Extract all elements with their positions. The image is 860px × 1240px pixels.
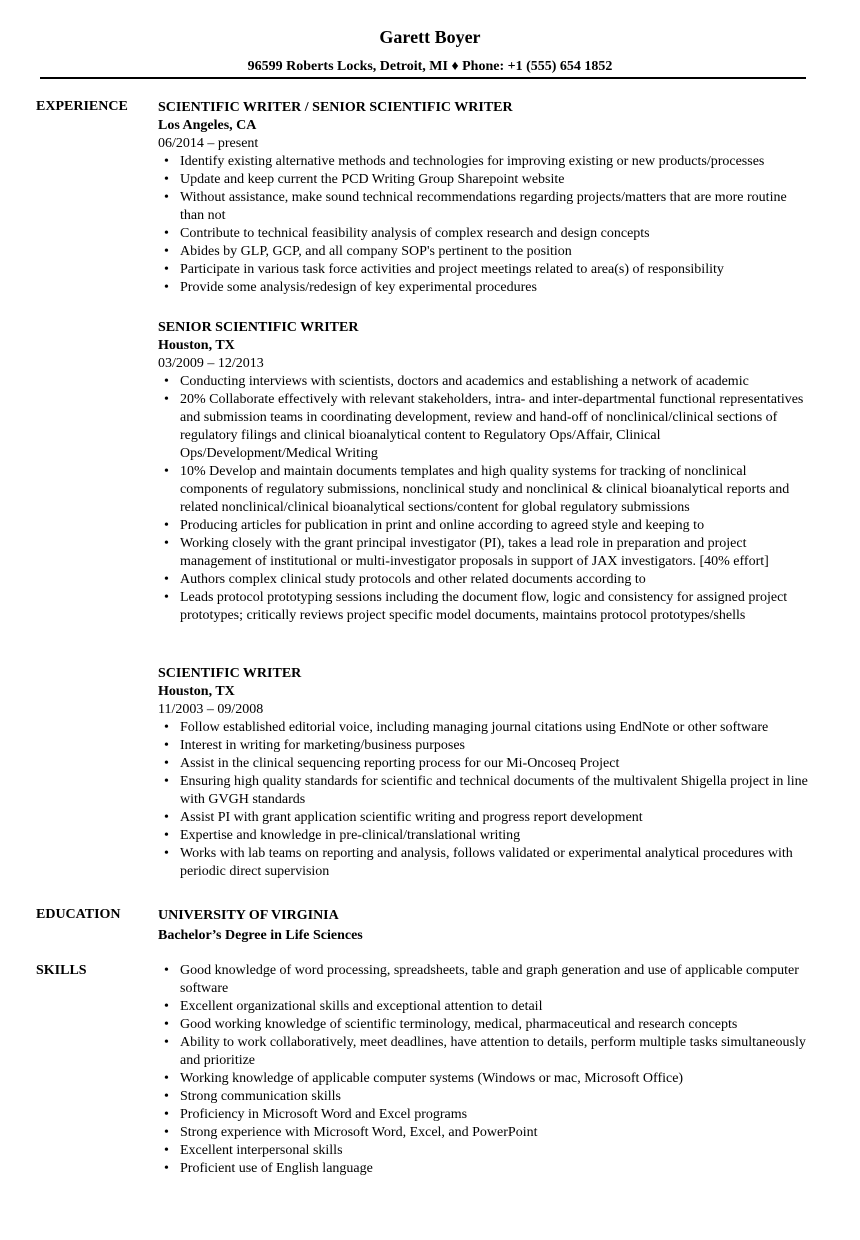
- job-entry-2: [158, 319, 808, 625]
- list-item: • Ensuring high quality standards for scientific and technical documents of the multivalent Shigella project in line with GVGH standards: [158, 773, 808, 809]
- list-item: • Works with lab teams on reporting and analysis, follows validated or experimental analytical procedures with periodic direct supervision: [158, 845, 808, 881]
- resume-name: Garett Boyer: [379, 27, 481, 47]
- list-item: • Interest in writing for marketing/business purposes: [158, 737, 808, 755]
- job-title: SCIENTIFIC WRITER: [158, 666, 302, 681]
- list-item: • Proficient use of English language: [158, 1160, 808, 1178]
- list-item: • Proficiency in Microsoft Word and Excel programs: [158, 1106, 808, 1124]
- job-title: SCIENTIFIC WRITER / SENIOR SCIENTIFIC WRITER: [158, 100, 513, 115]
- job-bullets: [158, 719, 808, 881]
- list-item: • Producing articles for publication in print and online according to agreed style and keeping to: [158, 517, 808, 535]
- list-item: • Strong experience with Microsoft Word, Excel, and PowerPoint: [158, 1124, 808, 1142]
- list-item: • Working knowledge of applicable computer systems (Windows or mac, Microsoft Office): [158, 1070, 808, 1088]
- section-label-experience: EXPERIENCE: [36, 99, 128, 114]
- list-item: • Working closely with the grant principal investigator (PI), takes a lead role in preparation and project management of institutional or multi-investigator proposals in support of JAX investigators. [40% effort]: [158, 535, 808, 571]
- list-item: • Identify existing alternative methods and technologies for improving existing or new products/processes: [158, 153, 808, 171]
- list-item: • Good knowledge of word processing, spreadsheets, table and graph generation and use of applicable computer software: [158, 962, 808, 998]
- job-entry-1: [158, 99, 808, 297]
- list-item: • Conducting interviews with scientists, doctors and academics and establishing a network of academic: [158, 373, 808, 391]
- list-item: • Participate in various task force activities and project meetings related to area(s) of responsibility: [158, 261, 808, 279]
- list-item: • Strong communication skills: [158, 1088, 808, 1106]
- list-item: • 20% Collaborate effectively with relevant stakeholders, intra- and inter-departmental functional representatives and submission teams in coordinating development, review and hand-off of nonclinical/clinical sections of regulatory filings and clinical bioanalytical content to Regulatory Ops/Affair, Clinical Ops/Development/Medical Writing: [158, 391, 808, 463]
- section-label-skills: SKILLS: [36, 963, 87, 978]
- list-item: • Expertise and knowledge in pre-clinical/translational writing: [158, 827, 808, 845]
- list-item: • Authors complex clinical study protocols and other related documents according to: [158, 571, 808, 589]
- list-item: • Leads protocol prototyping sessions including the document flow, logic and consistency for assigned project prototypes; critically reviews project specific model documents, maintains protocol prototypes/shells: [158, 589, 808, 625]
- job-location: Houston, TX: [158, 684, 235, 699]
- list-item: • Without assistance, make sound technical recommendations regarding projects/matters that are more routine than not: [158, 189, 808, 225]
- degree: Bachelor’s Degree in Life Sciences: [158, 928, 363, 943]
- header-divider: [40, 77, 806, 79]
- job-dates: 11/2003 – 09/2008: [158, 702, 264, 717]
- job-bullets: [158, 153, 808, 297]
- job-title: SENIOR SCIENTIFIC WRITER: [158, 320, 359, 335]
- list-item: • Excellent interpersonal skills: [158, 1142, 808, 1160]
- list-item: • Provide some analysis/redesign of key experimental procedures: [158, 279, 808, 297]
- job-location: Houston, TX: [158, 338, 235, 353]
- job-dates: 03/2009 – 12/2013: [158, 356, 264, 371]
- section-label-education: EDUCATION: [36, 907, 121, 922]
- list-item: • Good working knowledge of scientific terminology, medical, pharmaceutical and research concepts: [158, 1016, 808, 1034]
- skills-list: [158, 962, 808, 1178]
- job-location: Los Angeles, CA: [158, 118, 257, 133]
- job-bullets: [158, 373, 808, 625]
- list-item: • 10% Develop and maintain documents templates and high quality systems for tracking of nonclinical components of regulatory submissions, nonclinical study and nonclinical & clinical bioanalytical reports and related nonclinical/clinical bioanalytical sections/content for global regulatory submissions: [158, 463, 808, 517]
- list-item: • Ability to work collaboratively, meet deadlines, have attention to details, perform multiple tasks simultaneously and prioritize: [158, 1034, 808, 1070]
- skills-list-block: [158, 962, 808, 1178]
- list-item: • Excellent organizational skills and exceptional attention to detail: [158, 998, 808, 1016]
- job-entry-3: [158, 665, 808, 881]
- list-item: • Assist PI with grant application scientific writing and progress report development: [158, 809, 808, 827]
- list-item: • Assist in the clinical sequencing reporting process for our Mi-Oncoseq Project: [158, 755, 808, 773]
- job-dates: 06/2014 – present: [158, 136, 259, 151]
- contact-line: 96599 Roberts Locks, Detroit, MI ♦ Phone: +1 (555) 654 1852: [247, 59, 613, 74]
- school-name: UNIVERSITY OF VIRGINIA: [158, 908, 339, 923]
- list-item: • Follow established editorial voice, including managing journal citations using EndNote or other software: [158, 719, 808, 737]
- list-item: • Update and keep current the PCD Writing Group Sharepoint website: [158, 171, 808, 189]
- list-item: • Contribute to technical feasibility analysis of complex research and design concepts: [158, 225, 808, 243]
- education-entry: [158, 907, 808, 945]
- list-item: • Abides by GLP, GCP, and all company SOP's pertinent to the position: [158, 243, 808, 261]
